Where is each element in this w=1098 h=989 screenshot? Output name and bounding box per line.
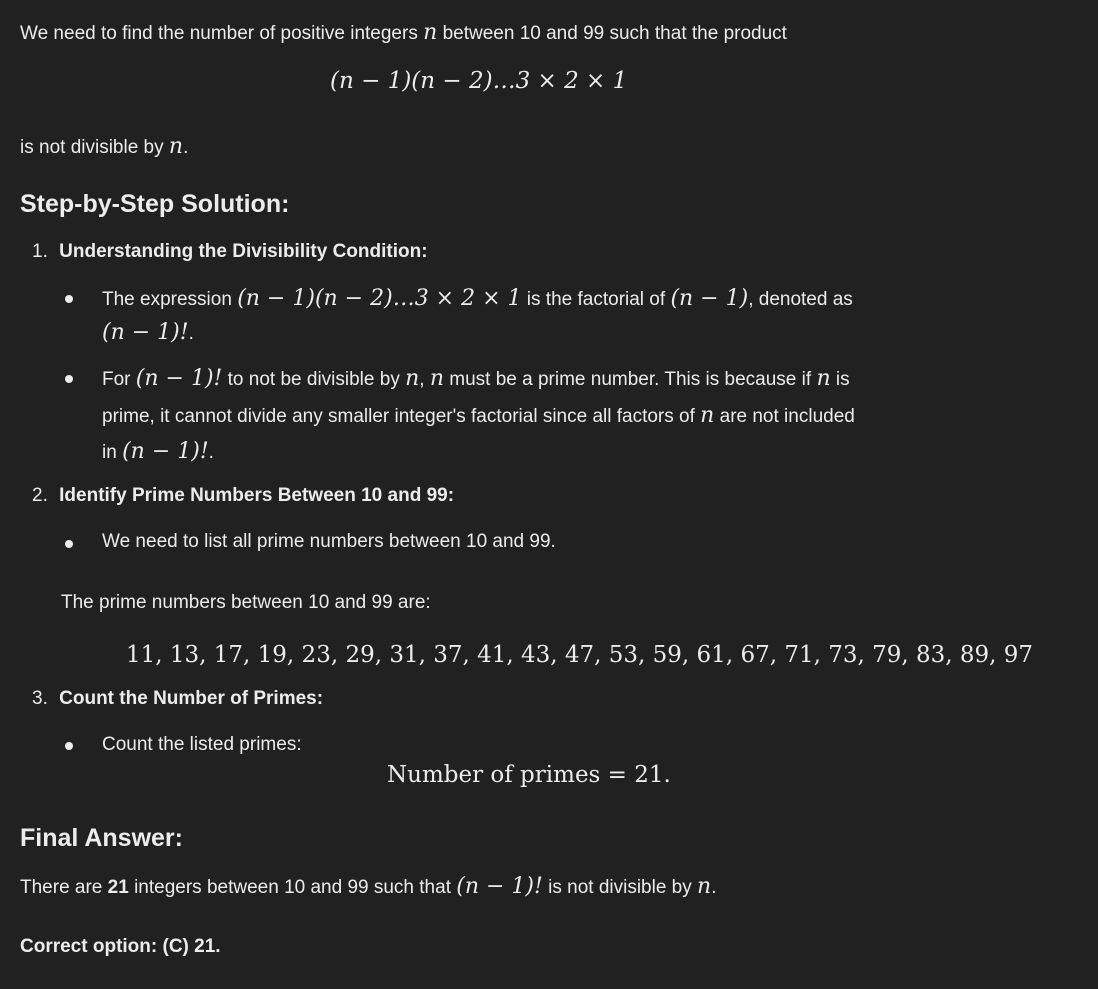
step-number: 2. <box>32 485 48 506</box>
intro-text: We need to find the number of positive integers <box>20 23 424 44</box>
step-2-paragraph: The prime numbers between 10 and 99 are: <box>61 592 431 613</box>
step-1-bullet-2-line-3 <box>102 439 214 464</box>
primes-count-display <box>387 762 671 788</box>
math-n: n <box>423 20 438 45</box>
text: is the factorial of <box>521 289 671 310</box>
bullet-dot <box>65 295 73 303</box>
math-expression: (n − 1)! <box>102 320 189 345</box>
step-1-bullet-1-line-1 <box>102 286 853 311</box>
text: , denoted as <box>748 289 853 310</box>
step-2-heading <box>32 485 454 507</box>
count-expression: Number of primes = 21. <box>387 762 671 788</box>
step-title: Count the Number of Primes: <box>59 688 324 709</box>
math-n: n <box>700 403 715 428</box>
step-2-bullet: We need to list all prime numbers between 10 and 99. <box>102 531 556 552</box>
intro-text: is not divisible by <box>20 137 169 158</box>
step-title: Identify Prime Numbers Between 10 and 99: <box>59 485 455 506</box>
text: must be a prime number. This is because if <box>444 369 817 390</box>
math-n: n <box>405 366 420 391</box>
step-1-bullet-2-line-1 <box>102 366 850 391</box>
text: There are <box>20 877 108 898</box>
text: . <box>208 442 214 463</box>
step-number: 1. <box>32 241 48 262</box>
text: For <box>102 369 136 390</box>
final-heading: Final Answer: <box>20 824 183 852</box>
math-expression: (n − 1)(n − 2)…3 × 2 × 1 <box>237 286 522 311</box>
math-n: n <box>816 366 831 391</box>
correct-option: Correct option: (C) 21. <box>20 936 221 957</box>
solution-heading: Step-by-Step Solution: <box>20 190 290 218</box>
math-expression: (n − 1)! <box>135 366 223 391</box>
text: is not divisible by <box>542 877 698 898</box>
primes-text: 11, 13, 17, 19, 23, 29, 31, 37, 41, 43, 47, 53, 59, 61, 67, 71, 73, 79, 83, 89, 97 <box>126 642 1034 668</box>
step-1-heading <box>32 241 428 263</box>
step-1-bullet-2-line-2 <box>102 403 855 428</box>
math-n: n <box>429 366 444 391</box>
step-3-heading <box>32 688 323 710</box>
step-title: Understanding the Divisibility Condition: <box>59 241 428 262</box>
step-1-bullet-1-line-2 <box>102 320 194 345</box>
text: . <box>188 323 194 344</box>
display-product-expression <box>330 68 627 94</box>
bullet-dot <box>65 375 73 383</box>
bullet-dot <box>65 742 73 750</box>
math-expression: (n − 1)! <box>122 439 209 464</box>
intro-line-2 <box>20 134 188 159</box>
text: is <box>830 369 850 390</box>
math-n: n <box>697 874 712 899</box>
math-n: n <box>168 134 184 159</box>
text: The expression <box>102 289 238 310</box>
text: to not be divisible by <box>222 369 406 390</box>
primes-list <box>126 642 1033 668</box>
math-expression: (n − 1)! <box>456 874 543 899</box>
intro-line-1 <box>20 20 787 45</box>
intro-text: . <box>183 137 189 158</box>
final-count: 21 <box>107 877 129 898</box>
intro-text: between 10 and 99 such that the product <box>437 23 787 44</box>
step-3-bullet: Count the listed primes: <box>102 734 302 755</box>
text: . <box>711 877 717 898</box>
product-expression: (n − 1)(n − 2)…3 × 2 × 1 <box>330 68 628 94</box>
text: prime, it cannot divide any smaller integer's factorial since all factors of <box>102 406 701 427</box>
bullet-dot <box>65 540 73 548</box>
text: integers between 10 and 99 such that <box>128 877 457 898</box>
final-statement <box>20 874 716 899</box>
step-number: 3. <box>32 688 48 709</box>
text: in <box>102 442 123 463</box>
text: , <box>419 369 430 390</box>
math-expression: (n − 1) <box>670 286 749 311</box>
text: are not included <box>714 406 855 427</box>
